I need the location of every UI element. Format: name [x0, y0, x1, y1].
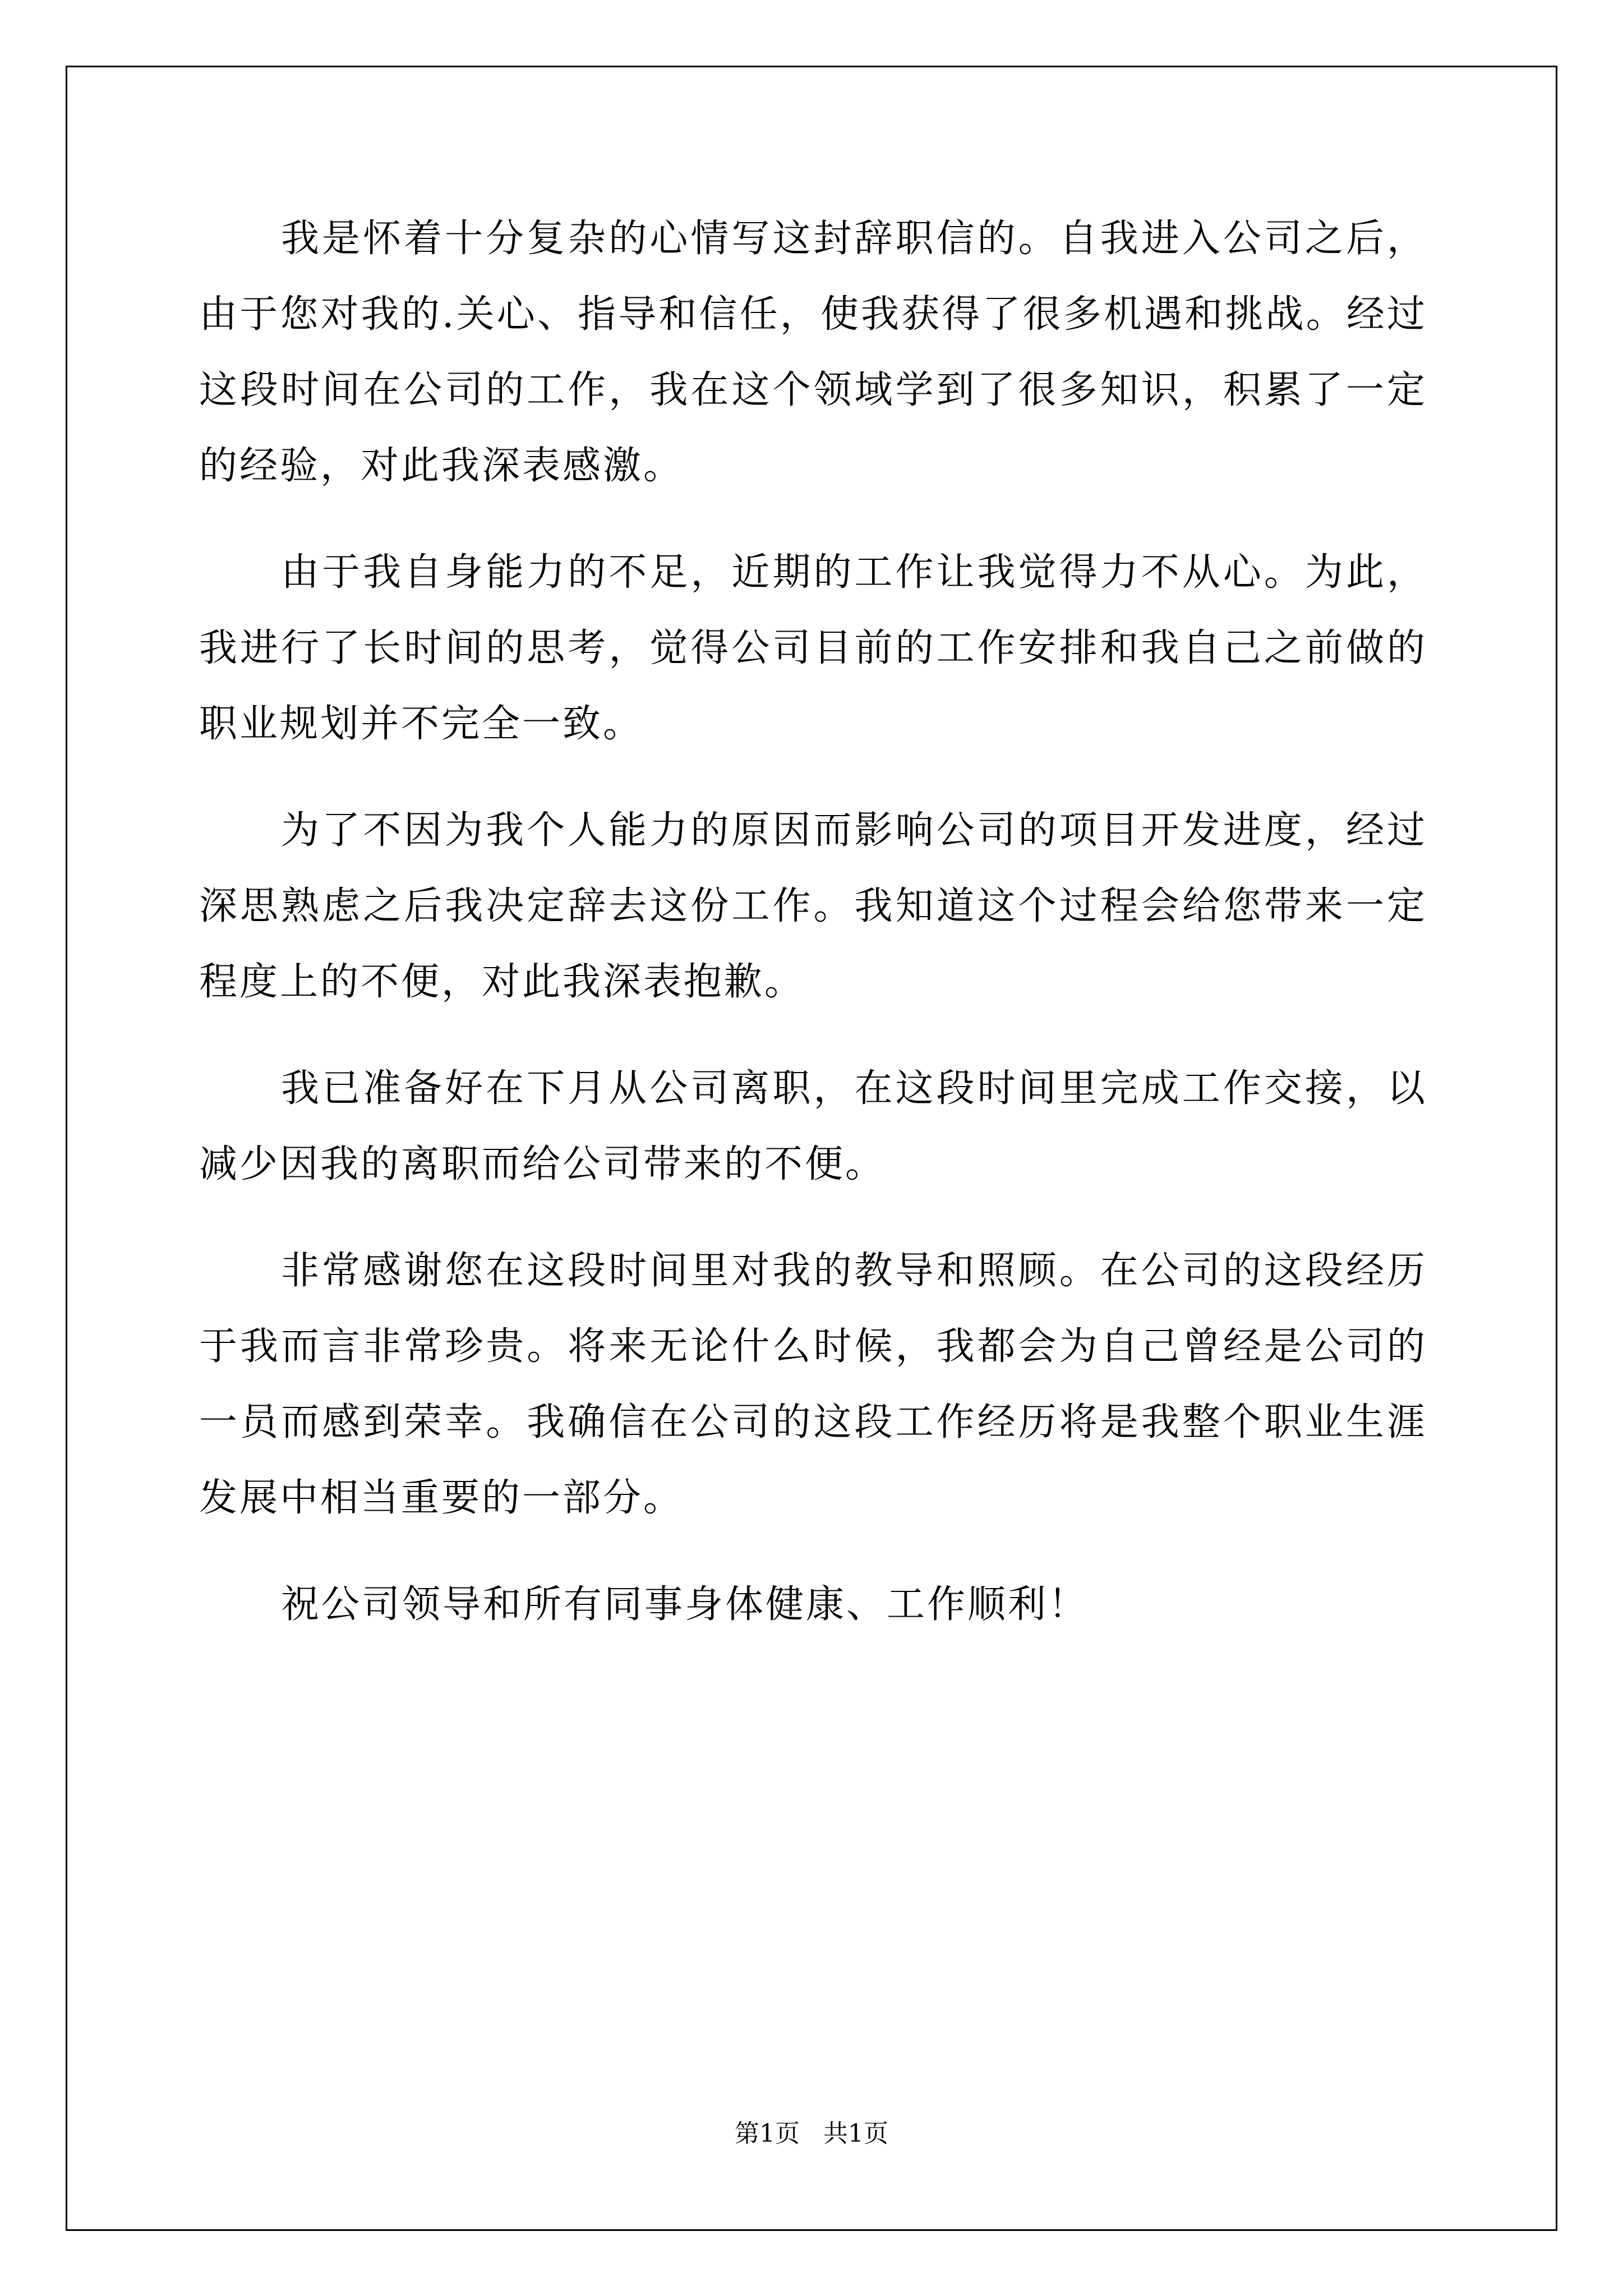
- paragraph-2: 由于我自身能力的不足，近期的工作让我觉得力不从心。为此，我进行了长时间的思考，觉得公司目前的工作安排和我自己之前做的职业规划并不完全一致。: [199, 550, 1427, 746]
- paragraph-4: 我已准备好在下月从公司离职，在这段时间里完成工作交接，以减少因我的离职而给公司带来的不便。: [199, 1066, 1427, 1186]
- paragraph-6: 祝公司领导和所有同事身体健康、工作顺利！: [281, 1582, 1089, 1627]
- letter-body: [199, 201, 1427, 1642]
- page-number-footer: 第1页 共1页: [735, 2119, 888, 2148]
- paragraph-5: 非常感谢您在这段时间里对我的教导和照顾。在公司的这段经历于我而言非常珍贵。将来无论什么时候，我都会为自己曾经是公司的一员而感到荣幸。我确信在公司的这段工作经历将是我整个职业生涯发展中相当重要的一部分。: [199, 1249, 1427, 1520]
- paragraph-1: 我是怀着十分复杂的心情写这封辞职信的。自我进入公司之后，由于您对我的.关心、指导和信任，使我获得了很多机遇和挑战。经过这段时间在公司的工作，我在这个领域学到了很多知识，积累了一定的经验，对此我深表感激。: [199, 217, 1427, 488]
- paragraph-3: 为了不因为我个人能力的原因而影响公司的项目开发进度，经过深思熟虑之后我决定辞去这份工作。我知道这个过程会给您带来一定程度上的不便，对此我深表抱歉。: [199, 808, 1427, 1004]
